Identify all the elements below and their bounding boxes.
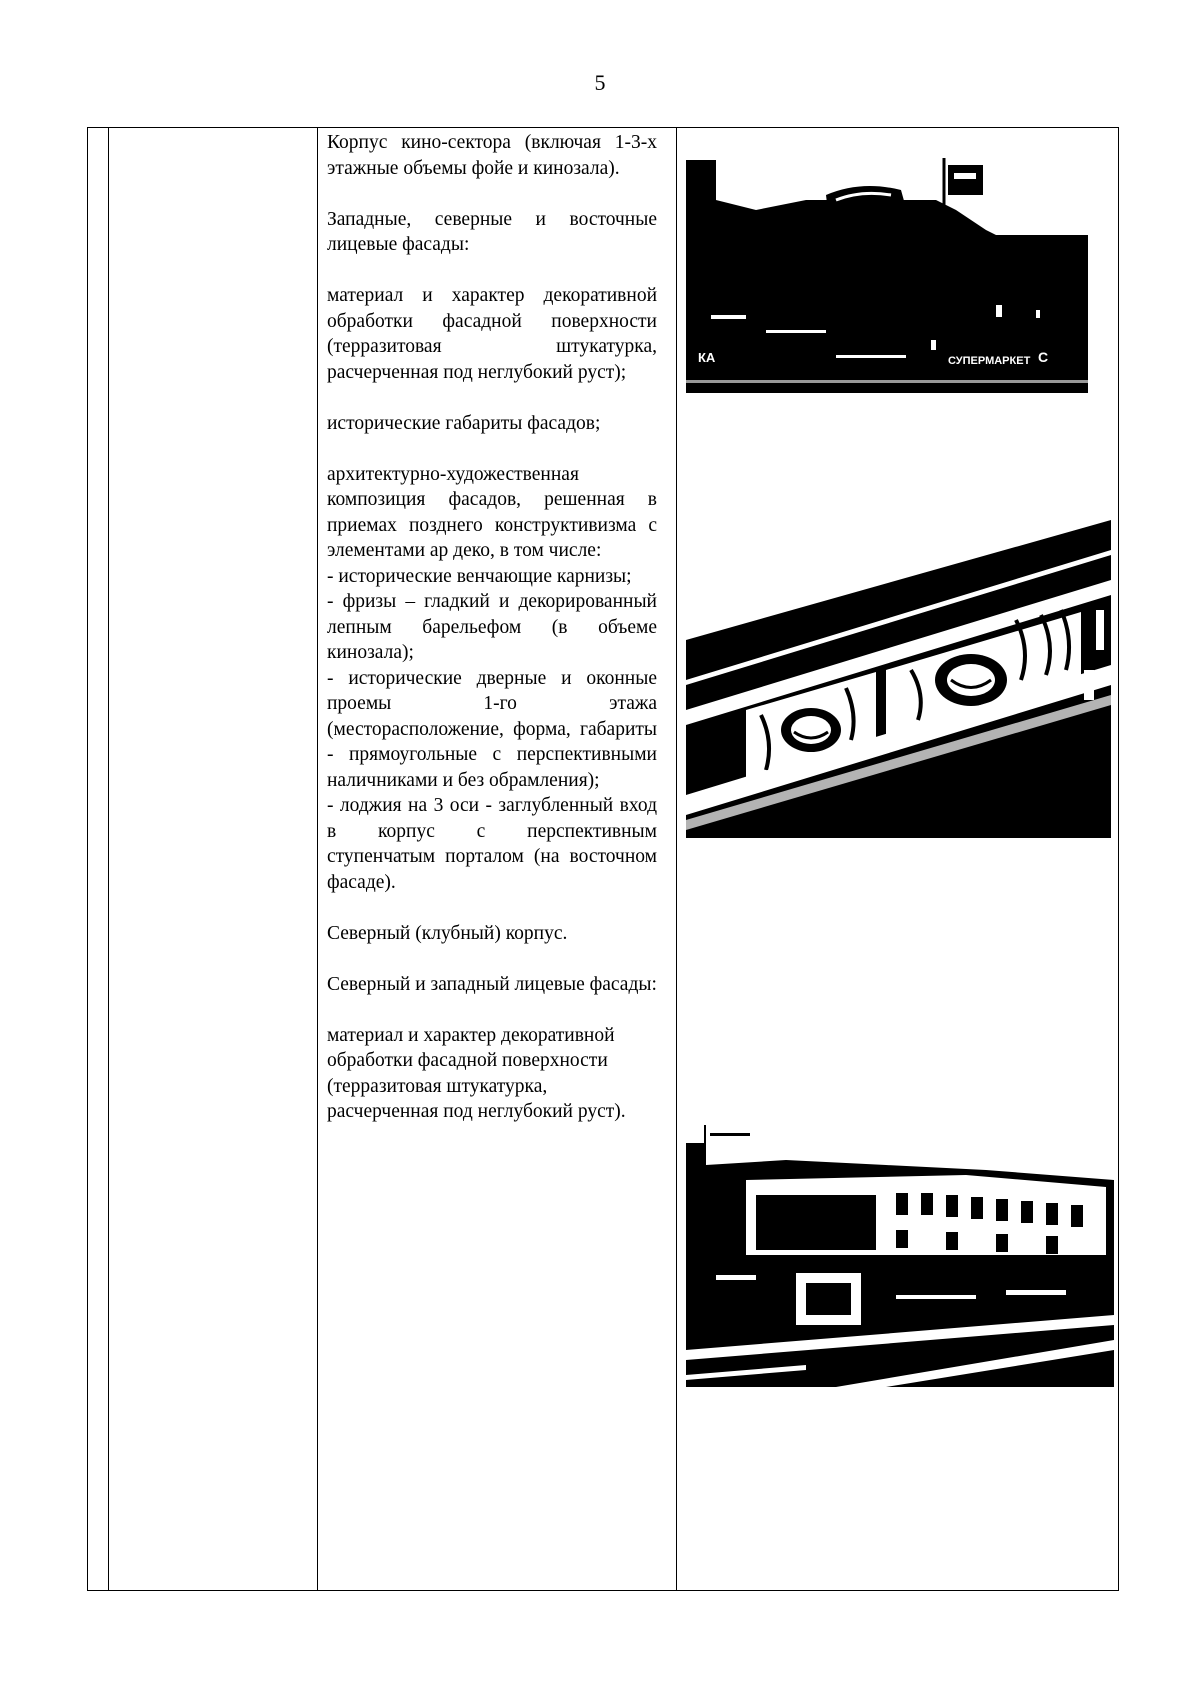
column-divider-3 [676,128,677,1590]
column-divider-2 [317,128,318,1590]
photo-cinema-facade-graphic [686,140,1088,393]
paragraph-north-facades: Северный и западный лицевые фасады: [327,973,657,995]
paragraph-cinema-block: Корпус кино-сектора (включая 1-3-х этажные объемы фойе и кинозала). [327,132,657,179]
sign-letter-text: С [1038,349,1049,365]
description-column [327,130,657,1150]
photo-cinema-facade [686,140,1088,393]
photo-north-building [686,1125,1114,1387]
list-item: - исторические дверные и оконные проемы 1-го этажа (месторасположение, форма, габариты - прямоугольные с перспективными наличниками и без обрамления); [327,667,657,791]
paragraph-north-material: материал и характер декоративной обработки фасадной поверхности (терразитовая штукатурка, расчерченная под неглубокий руст). [327,1024,626,1122]
paragraph-dimensions: исторические габариты фасадов; [327,412,601,434]
paragraph-facades-heading: Западные, северные и восточные лицевые фасады: [327,208,657,255]
photo-north-building-graphic [686,1125,1114,1387]
list-item: - фризы – гладкий и декорированный лепным барельефом (в объеме кинозала); [327,591,657,663]
paragraph-material: материал и характер декоративной обработки фасадной поверхности (терразитовая штукатурка, расчерченная под неглубокий руст); [327,285,657,383]
photo-frieze-detail-graphic [686,520,1111,838]
list-item: - исторические венчающие карнизы; [327,565,632,587]
paragraph-north-block: Северный (клубный) корпус. [327,922,568,944]
photo-frieze-detail [686,520,1111,838]
page-number: 5 [594,70,606,95]
column-divider-1 [108,128,109,1590]
sign-supermarket-text: СУПЕРМАРКЕТ [948,355,1031,367]
composition-block [327,462,657,896]
list-item: - лоджия на 3 оси - заглубленный вход в корпус с перспективным ступенчатым порталом (на восточном фасаде). [327,795,657,893]
paragraph-composition: архитектурно-художественная композиция фасадов, решенная в приемах позднего конструктивизма с элементами ар деко, в том числе: [327,463,657,561]
sign-left-text: КА [698,350,716,365]
